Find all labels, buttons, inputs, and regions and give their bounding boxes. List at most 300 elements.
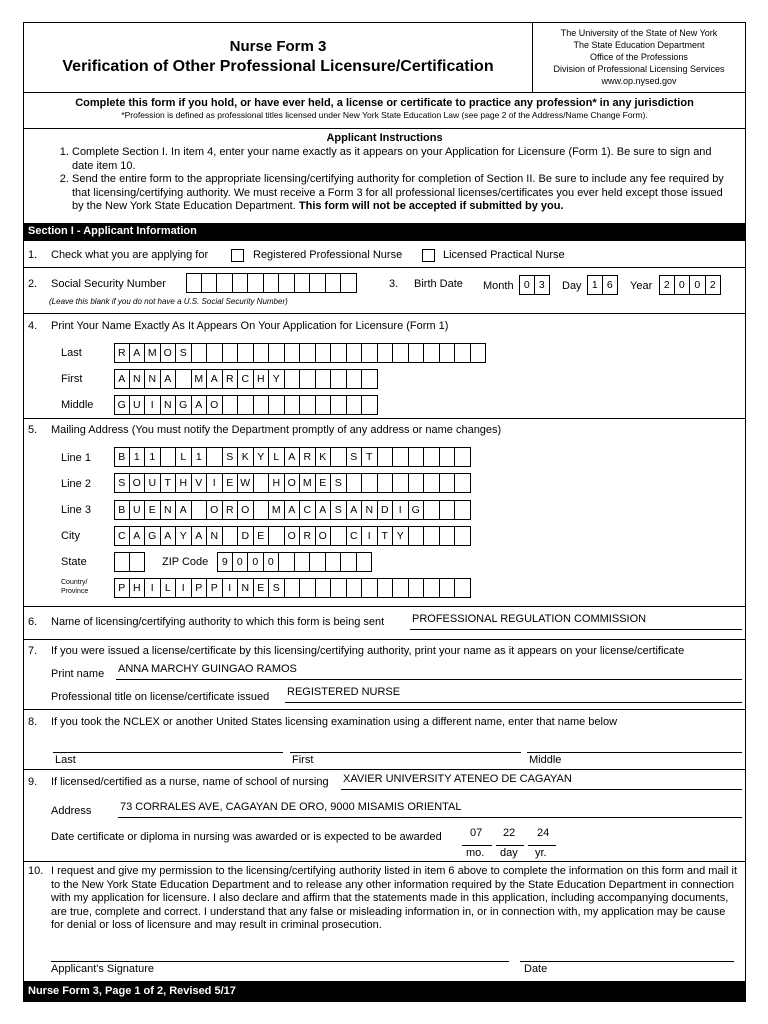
char-box[interactable]: [455, 500, 471, 520]
q6-number: 6.: [28, 616, 38, 628]
char-box[interactable]: [300, 343, 316, 363]
char-box[interactable]: [114, 552, 130, 572]
char-box[interactable]: [285, 395, 301, 415]
char-box[interactable]: O: [207, 395, 223, 415]
divider: [24, 639, 745, 640]
q4-number: 4.: [28, 320, 38, 332]
char-box[interactable]: [409, 578, 425, 598]
char-box[interactable]: M: [269, 500, 285, 520]
professional-title-label: Professional title on license/certificate issued: [51, 691, 270, 703]
country-label-line: Province: [61, 588, 89, 595]
char-box[interactable]: 0: [264, 552, 280, 572]
char-box[interactable]: [331, 343, 347, 363]
char-box[interactable]: [316, 395, 332, 415]
signature-line[interactable]: [51, 961, 509, 962]
char-box[interactable]: S: [223, 447, 239, 467]
char-box[interactable]: 2: [706, 275, 722, 295]
char-box[interactable]: A: [285, 500, 301, 520]
char-box[interactable]: [279, 273, 295, 293]
char-box[interactable]: K: [238, 447, 254, 467]
char-box[interactable]: 2: [659, 275, 675, 295]
char-box[interactable]: N: [161, 395, 177, 415]
instructions: [24, 129, 745, 219]
char-box[interactable]: [295, 552, 311, 572]
char-box[interactable]: A: [130, 526, 146, 546]
state-label: State: [61, 556, 87, 568]
char-box[interactable]: [409, 447, 425, 467]
char-box[interactable]: [440, 526, 456, 546]
country-label: [61, 578, 88, 596]
country-boxes[interactable]: [114, 578, 471, 598]
char-box[interactable]: E: [254, 526, 270, 546]
underline: [496, 845, 524, 846]
char-box[interactable]: [238, 395, 254, 415]
char-box[interactable]: Y: [176, 526, 192, 546]
form-page: [23, 22, 746, 1002]
char-box[interactable]: E: [316, 473, 332, 493]
char-box[interactable]: Y: [254, 447, 270, 467]
char-box[interactable]: R: [300, 447, 316, 467]
first-name-boxes[interactable]: [114, 369, 378, 389]
divider: [24, 606, 745, 607]
nclex-middle-line[interactable]: [527, 752, 742, 753]
char-box[interactable]: [455, 473, 471, 493]
char-box[interactable]: [254, 395, 270, 415]
char-box[interactable]: [362, 578, 378, 598]
char-box[interactable]: [378, 578, 394, 598]
school-label: If licensed/certified as a nurse, name of school of nursing: [51, 776, 329, 788]
nclex-last-label: Last: [55, 754, 76, 766]
footer-bar: Nurse Form 3, Page 1 of 2, Revised 5/17: [24, 981, 745, 1002]
birth-day-boxes[interactable]: [587, 275, 618, 295]
char-box[interactable]: [310, 552, 326, 572]
char-box[interactable]: [254, 500, 270, 520]
char-box[interactable]: R: [223, 369, 239, 389]
char-box[interactable]: A: [285, 447, 301, 467]
char-box[interactable]: [378, 447, 394, 467]
char-box[interactable]: [393, 578, 409, 598]
char-box[interactable]: [207, 343, 223, 363]
char-box[interactable]: E: [145, 500, 161, 520]
char-box[interactable]: M: [192, 369, 208, 389]
agency-line: Division of Professional Licensing Services: [553, 64, 725, 74]
underline: [462, 845, 492, 846]
char-box[interactable]: [362, 343, 378, 363]
char-box[interactable]: [331, 395, 347, 415]
char-box[interactable]: 0: [690, 275, 706, 295]
char-box[interactable]: E: [254, 578, 270, 598]
char-box[interactable]: [424, 500, 440, 520]
char-box[interactable]: [223, 343, 239, 363]
char-box[interactable]: H: [130, 578, 146, 598]
char-box[interactable]: [393, 343, 409, 363]
char-box[interactable]: I: [393, 500, 409, 520]
char-box[interactable]: [362, 369, 378, 389]
middle-name-label: Middle: [61, 399, 94, 411]
licensing-authority-value[interactable]: PROFESSIONAL REGULATION COMMISSION: [412, 613, 647, 625]
line1-label: Line 1: [61, 452, 91, 464]
char-box[interactable]: 1: [587, 275, 603, 295]
char-box[interactable]: H: [269, 473, 285, 493]
char-box[interactable]: [409, 473, 425, 493]
char-box[interactable]: A: [130, 343, 146, 363]
underline: [116, 679, 742, 680]
char-box[interactable]: O: [130, 473, 146, 493]
char-box[interactable]: A: [316, 500, 332, 520]
char-box[interactable]: [341, 552, 357, 572]
char-box[interactable]: 9: [217, 552, 233, 572]
char-box[interactable]: M: [300, 473, 316, 493]
char-box[interactable]: [362, 473, 378, 493]
char-box[interactable]: N: [130, 369, 146, 389]
char-box[interactable]: O: [316, 526, 332, 546]
char-box[interactable]: 0: [675, 275, 691, 295]
signature-date-line[interactable]: [520, 961, 734, 962]
char-box[interactable]: O: [207, 500, 223, 520]
char-box[interactable]: A: [347, 500, 363, 520]
char-box[interactable]: [455, 526, 471, 546]
char-box[interactable]: [316, 578, 332, 598]
day-sub-label: day: [500, 847, 518, 859]
char-box[interactable]: A: [192, 395, 208, 415]
professional-title-value[interactable]: REGISTERED NURSE: [287, 686, 401, 698]
char-box[interactable]: B: [114, 500, 130, 520]
middle-name-boxes[interactable]: [114, 395, 378, 415]
notice-main: Complete this form if you hold, or have ever held, a license or certificate to practice any profession* in any jurisdiction: [75, 97, 694, 109]
instruction-item-2-text: Send the entire form to the appropriate licensing/certifying authority for completion of Section II. Be sure to include any fee required by that licensing/certifying authority. We must receive a Form 3 for all professional licenses/certificates you ever held except those issued by the New York State Education Department.: [72, 173, 724, 212]
q2-number: 2.: [28, 278, 38, 290]
q8-label: If you took the NCLEX or another United States licensing examination using a different name, enter that name below: [51, 716, 618, 728]
char-box[interactable]: [310, 273, 326, 293]
char-box[interactable]: U: [130, 395, 146, 415]
char-box[interactable]: A: [192, 526, 208, 546]
q3-number: 3.: [389, 278, 399, 290]
char-box[interactable]: [192, 500, 208, 520]
char-box[interactable]: [285, 578, 301, 598]
agency-line: The University of the State of New York: [560, 28, 718, 38]
char-box[interactable]: [326, 552, 342, 572]
char-box[interactable]: [254, 343, 270, 363]
divider: [24, 313, 745, 314]
divider: [24, 418, 745, 419]
char-box[interactable]: T: [362, 447, 378, 467]
q1-number: 1.: [28, 249, 38, 261]
char-box[interactable]: R: [114, 343, 130, 363]
underline: [285, 702, 742, 703]
char-box[interactable]: S: [331, 473, 347, 493]
q8-number: 8.: [28, 716, 38, 728]
char-box[interactable]: A: [176, 500, 192, 520]
char-box[interactable]: [326, 273, 342, 293]
underline: [118, 817, 742, 818]
char-box[interactable]: [264, 273, 280, 293]
q3-label: Birth Date: [414, 278, 463, 290]
char-box[interactable]: 1: [130, 447, 146, 467]
char-box[interactable]: R: [300, 526, 316, 546]
char-box[interactable]: 0: [519, 275, 535, 295]
char-box[interactable]: [186, 273, 202, 293]
line2-label: Line 2: [61, 478, 91, 490]
address-line2-boxes[interactable]: [114, 473, 471, 493]
q1-label: Check what you are applying for: [51, 249, 209, 261]
char-box[interactable]: [424, 473, 440, 493]
section1-title: Section I - Applicant Information: [24, 223, 745, 241]
char-box[interactable]: [471, 343, 487, 363]
char-box[interactable]: [161, 447, 177, 467]
char-box[interactable]: [217, 273, 233, 293]
char-box[interactable]: [300, 578, 316, 598]
char-box[interactable]: A: [207, 369, 223, 389]
year-label: Year: [630, 280, 653, 292]
char-box[interactable]: [347, 578, 363, 598]
char-box[interactable]: [176, 369, 192, 389]
char-box[interactable]: P: [207, 578, 223, 598]
char-box[interactable]: C: [238, 369, 254, 389]
char-box[interactable]: [331, 526, 347, 546]
char-box[interactable]: 3: [535, 275, 551, 295]
char-box[interactable]: [316, 369, 332, 389]
char-box[interactable]: [455, 447, 471, 467]
char-box[interactable]: A: [161, 369, 177, 389]
underline: [410, 629, 742, 630]
agency-line: Office of the Professions: [590, 52, 688, 62]
school-address-value[interactable]: 73 CORRALES AVE, CAGAYAN DE ORO, 9000 MISAMIS ORIENTAL: [120, 801, 462, 813]
award-day-value[interactable]: 22: [503, 827, 516, 839]
char-box[interactable]: P: [192, 578, 208, 598]
instruction-item-2: [72, 173, 731, 214]
char-box[interactable]: [378, 343, 394, 363]
char-box[interactable]: S: [176, 343, 192, 363]
char-box[interactable]: [207, 447, 223, 467]
q9-number: 9.: [28, 776, 38, 788]
rn-checkbox[interactable]: [231, 249, 244, 262]
char-box[interactable]: 0: [233, 552, 249, 572]
char-box[interactable]: T: [161, 473, 177, 493]
char-box[interactable]: O: [285, 526, 301, 546]
char-box[interactable]: U: [130, 500, 146, 520]
char-box[interactable]: G: [409, 500, 425, 520]
char-box[interactable]: [223, 526, 239, 546]
notice-footnote: *Profession is defined as professional titles licensed under New York State Education Law (see page 2 of the Address/Name Change Form).: [121, 110, 648, 120]
char-box[interactable]: M: [145, 343, 161, 363]
char-box[interactable]: N: [161, 500, 177, 520]
char-box[interactable]: T: [378, 526, 394, 546]
char-box[interactable]: [440, 500, 456, 520]
char-box[interactable]: [285, 343, 301, 363]
char-box[interactable]: K: [316, 447, 332, 467]
char-box[interactable]: S: [331, 500, 347, 520]
char-box[interactable]: [233, 273, 249, 293]
zip-boxes[interactable]: [217, 552, 372, 572]
nclex-first-line[interactable]: [290, 752, 521, 753]
char-box[interactable]: D: [238, 526, 254, 546]
char-box[interactable]: [393, 473, 409, 493]
char-box[interactable]: [347, 343, 363, 363]
last-name-label: Last: [61, 347, 82, 359]
char-box[interactable]: Y: [393, 526, 409, 546]
city-label: City: [61, 530, 80, 542]
char-box[interactable]: G: [176, 395, 192, 415]
notice-band: [24, 93, 745, 129]
underline: [528, 845, 556, 846]
char-box[interactable]: A: [161, 526, 177, 546]
address-line1-boxes[interactable]: [114, 447, 471, 467]
char-box[interactable]: C: [114, 526, 130, 546]
school-value[interactable]: XAVIER UNIVERSITY ATENEO DE CAGAYAN: [343, 773, 572, 785]
char-box[interactable]: [455, 578, 471, 598]
char-box[interactable]: A: [114, 369, 130, 389]
char-box[interactable]: I: [362, 526, 378, 546]
award-date-label: Date certificate or diploma in nursing was awarded or is expected to be awarded: [51, 831, 442, 843]
birth-year-boxes[interactable]: [659, 275, 721, 295]
last-name-boxes[interactable]: [114, 343, 486, 363]
char-box[interactable]: C: [300, 500, 316, 520]
city-boxes[interactable]: [114, 526, 471, 546]
char-box[interactable]: [202, 273, 218, 293]
char-box[interactable]: I: [207, 473, 223, 493]
char-box[interactable]: [347, 395, 363, 415]
char-box[interactable]: [440, 473, 456, 493]
print-name-label: Print name: [51, 668, 105, 680]
char-box[interactable]: [424, 343, 440, 363]
char-box[interactable]: [130, 552, 146, 572]
char-box[interactable]: G: [114, 395, 130, 415]
char-box[interactable]: N: [362, 500, 378, 520]
char-box[interactable]: [440, 447, 456, 467]
char-box[interactable]: [357, 552, 373, 572]
char-box[interactable]: S: [114, 473, 130, 493]
char-box[interactable]: [440, 578, 456, 598]
agency-website[interactable]: www.op.nysed.gov: [601, 76, 677, 86]
char-box[interactable]: C: [347, 526, 363, 546]
char-box[interactable]: 0: [248, 552, 264, 572]
q5-label: Mailing Address (You must notify the Department promptly of any address or name changes): [51, 424, 502, 436]
award-month-value[interactable]: 07: [470, 827, 483, 839]
char-box[interactable]: D: [378, 500, 394, 520]
rn-option-label: Registered Professional Nurse: [253, 249, 403, 261]
month-label: Month: [483, 280, 514, 292]
char-box[interactable]: [347, 473, 363, 493]
char-box[interactable]: N: [238, 578, 254, 598]
address-line3-boxes[interactable]: [114, 500, 471, 520]
ssn-boxes[interactable]: [186, 273, 357, 293]
divider: [24, 861, 745, 862]
char-box[interactable]: [192, 343, 208, 363]
char-box[interactable]: [269, 526, 285, 546]
char-box[interactable]: O: [285, 473, 301, 493]
char-box[interactable]: [295, 273, 311, 293]
award-year-value[interactable]: 24: [537, 827, 550, 839]
char-box[interactable]: [424, 447, 440, 467]
char-box[interactable]: [223, 395, 239, 415]
zip-label: ZIP Code: [162, 556, 209, 568]
char-box[interactable]: L: [269, 447, 285, 467]
state-boxes[interactable]: [114, 552, 145, 572]
char-box[interactable]: [455, 343, 471, 363]
char-box[interactable]: B: [114, 447, 130, 467]
char-box[interactable]: O: [161, 343, 177, 363]
char-box[interactable]: U: [145, 473, 161, 493]
yr-label: yr.: [535, 847, 547, 859]
country-label-line: Country/: [61, 579, 88, 586]
nclex-last-line[interactable]: [53, 752, 283, 753]
char-box[interactable]: L: [161, 578, 177, 598]
char-box[interactable]: N: [145, 369, 161, 389]
char-box[interactable]: W: [238, 473, 254, 493]
char-box[interactable]: [269, 343, 285, 363]
underline: [341, 789, 742, 790]
q2-note: (Leave this blank if you do not have a U.S. Social Security Number): [49, 297, 288, 306]
char-box[interactable]: S: [269, 578, 285, 598]
char-box[interactable]: [300, 395, 316, 415]
char-box[interactable]: R: [223, 500, 239, 520]
birth-month-boxes[interactable]: [519, 275, 550, 295]
char-box[interactable]: I: [145, 578, 161, 598]
char-box[interactable]: H: [176, 473, 192, 493]
char-box[interactable]: [331, 447, 347, 467]
char-box[interactable]: O: [238, 500, 254, 520]
char-box[interactable]: [285, 369, 301, 389]
agency-block: [532, 23, 745, 93]
char-box[interactable]: [424, 526, 440, 546]
char-box[interactable]: H: [254, 369, 270, 389]
char-box[interactable]: [341, 273, 357, 293]
char-box[interactable]: [409, 526, 425, 546]
q5-number: 5.: [28, 424, 38, 436]
char-box[interactable]: N: [207, 526, 223, 546]
char-box[interactable]: G: [145, 526, 161, 546]
char-box[interactable]: 6: [603, 275, 619, 295]
char-box[interactable]: P: [114, 578, 130, 598]
char-box[interactable]: 1: [145, 447, 161, 467]
char-box[interactable]: [362, 395, 378, 415]
divider: [24, 769, 745, 770]
char-box[interactable]: [409, 343, 425, 363]
char-box[interactable]: [248, 273, 264, 293]
char-box[interactable]: E: [223, 473, 239, 493]
char-box[interactable]: Y: [269, 369, 285, 389]
char-box[interactable]: [279, 552, 295, 572]
form-header: [24, 23, 745, 93]
char-box[interactable]: [331, 369, 347, 389]
title-block: [24, 23, 532, 93]
lpn-checkbox[interactable]: [422, 249, 435, 262]
char-box[interactable]: [269, 395, 285, 415]
char-box[interactable]: [238, 343, 254, 363]
instructions-heading: Applicant Instructions: [326, 132, 443, 144]
char-box[interactable]: I: [223, 578, 239, 598]
char-box[interactable]: S: [347, 447, 363, 467]
line3-label: Line 3: [61, 504, 91, 516]
char-box[interactable]: [254, 473, 270, 493]
char-box[interactable]: L: [176, 447, 192, 467]
char-box[interactable]: [424, 578, 440, 598]
char-box[interactable]: [316, 343, 332, 363]
char-box[interactable]: [331, 578, 347, 598]
char-box[interactable]: 1: [192, 447, 208, 467]
char-box[interactable]: [347, 369, 363, 389]
char-box[interactable]: [440, 343, 456, 363]
char-box[interactable]: [300, 369, 316, 389]
char-box[interactable]: I: [176, 578, 192, 598]
char-box[interactable]: I: [145, 395, 161, 415]
char-box[interactable]: [393, 447, 409, 467]
divider: [24, 267, 745, 268]
form-subtitle: Verification of Other Professional Licensure/Certification: [62, 58, 494, 75]
char-box[interactable]: [378, 473, 394, 493]
print-name-value[interactable]: ANNA MARCHY GUINGAO RAMOS: [118, 663, 297, 675]
char-box[interactable]: V: [192, 473, 208, 493]
